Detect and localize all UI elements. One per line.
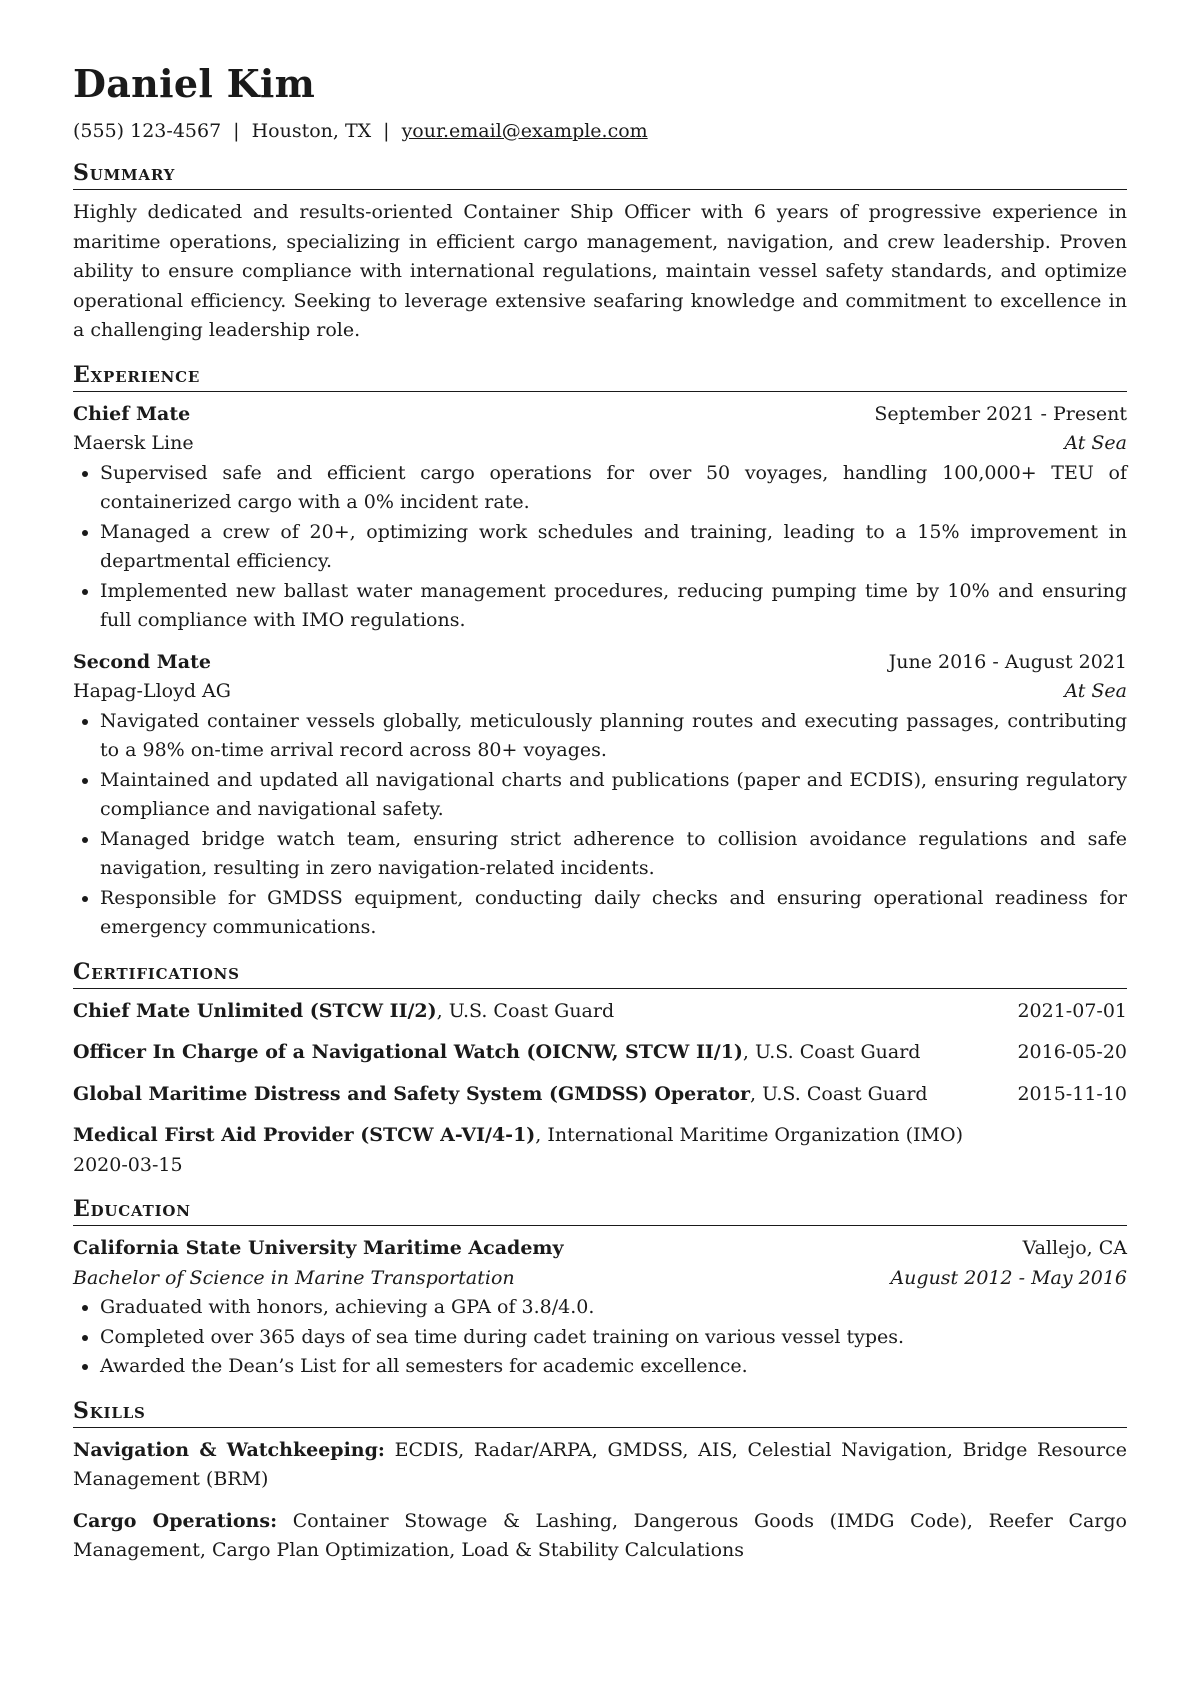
job-location: At Sea	[1064, 680, 1127, 702]
skill-group	[73, 1436, 1127, 1495]
list-item: • Managed bridge watch team, ensuring strict adherence to collision avoidance regulations and safe navigation, resulting in zero navigation-related incidents.	[100, 825, 1127, 884]
skill-group-label: Navigation & Watchkeeping:	[73, 1438, 385, 1461]
certification-item	[73, 1038, 1127, 1068]
cert-date: 2021-07-01	[1017, 999, 1127, 1022]
education-dates: August 2012 - May 2016	[890, 1266, 1127, 1289]
phone-number: (555) 123-4567	[73, 120, 222, 142]
education-subheader	[73, 1264, 1127, 1294]
section-title-skills: Skills	[73, 1398, 1127, 1428]
cert-issuer: , U.S. Coast Guard	[750, 1082, 928, 1105]
skills-section	[73, 1398, 1127, 1566]
company-name: Hapag-Lloyd AG	[73, 680, 231, 702]
cert-issuer: , International Maritime Organization (IMO)	[535, 1124, 964, 1146]
cert-name: Medical First Aid Provider (STCW A-VI/4-1)	[73, 1124, 536, 1146]
school-name: California State University Maritime Academy	[73, 1237, 564, 1259]
job-entry	[73, 648, 1127, 943]
job-title: Second Mate	[73, 650, 211, 673]
list-item: • Managed a crew of 20+, optimizing work schedules and training, leading to a 15% improvement in departmental efficiency.	[100, 518, 1127, 577]
school-location: Vallejo, CA	[1022, 1237, 1127, 1259]
job-dates: June 2016 - August 2021	[888, 650, 1127, 673]
skill-group-text: ECDIS, Radar/ARPA, GMDSS, AIS, Celestial Navigation, Bridge Resource Management (BRM)	[73, 1438, 1127, 1490]
skill-group-text: Container Stowage & Lashing, Dangerous Goods (IMDG Code), Reefer Cargo Management, Cargo Plan Optimization, Load & Stability Calculations	[73, 1509, 1127, 1561]
cert-issuer: , U.S. Coast Guard	[436, 999, 615, 1022]
list-item: • Completed over 365 days of sea time during cadet training on various vessel types.	[100, 1323, 1127, 1353]
summary-section	[73, 160, 1127, 346]
list-item: • Navigated container vessels globally, meticulously planning routes and executing passages, contributing to a 98% on-time arrival record across 80+ voyages.	[100, 707, 1127, 766]
job-dates: September 2021 - Present	[874, 402, 1127, 425]
education-header	[73, 1234, 1127, 1264]
cert-date: 2016-05-20	[1017, 1041, 1127, 1063]
skill-group-label: Cargo Operations:	[73, 1509, 278, 1532]
list-item: • Awarded the Dean’s List for all semesters for academic excellence.	[100, 1352, 1127, 1382]
list-item: • Supervised safe and efficient cargo operations for over 50 voyages, handling 100,000+ TEU of containerized cargo with a 0% incident rate.	[100, 459, 1127, 518]
cert-name: Officer In Charge of a Navigational Watch (OICNW, STCW II/1)	[73, 1041, 743, 1063]
cert-name: Chief Mate Unlimited (STCW II/2)	[73, 999, 437, 1022]
summary-text: Highly dedicated and results-oriented Container Ship Officer with 6 years of progressive experience in maritime operations, specializing in efficient cargo management, navigation, and crew leadership. Proven ability to ensure compliance with international regulations, maintain vessel safety standards, and optimize operational efficiency. Seeking to leverage extensive seafaring knowledge and commitment to excellence in a challenging leadership role.	[73, 201, 1127, 341]
certification-item	[73, 1121, 1127, 1180]
contact-line	[73, 118, 1127, 144]
certification-item	[73, 1080, 1127, 1110]
cert-date: 2015-11-10	[1017, 1082, 1127, 1105]
section-title-education: Education	[73, 1196, 1127, 1226]
certification-item	[73, 997, 1127, 1027]
job-header	[73, 648, 1127, 678]
list-item: • Responsible for GMDSS equipment, conducting daily checks and ensuring operational readiness for emergency communications.	[100, 884, 1127, 943]
list-item: • Graduated with honors, achieving a GPA of 3.8/4.0.	[100, 1293, 1127, 1323]
job-subheader	[73, 677, 1127, 707]
job-bullets	[73, 459, 1127, 636]
experience-section	[73, 362, 1127, 943]
section-title-certifications: Certifications	[73, 959, 1127, 989]
job-title: Chief Mate	[73, 402, 191, 425]
contact-separator: |	[383, 120, 390, 142]
degree-name: Bachelor of Science in Marine Transportation	[73, 1266, 515, 1289]
section-title-experience: Experience	[73, 362, 1127, 392]
job-subheader	[73, 429, 1127, 459]
list-item: • Maintained and updated all navigational charts and publications (paper and ECDIS), ensuring regulatory compliance and navigational safety.	[100, 766, 1127, 825]
job-header	[73, 400, 1127, 430]
contact-separator: |	[233, 120, 240, 142]
location: Houston, TX	[251, 120, 372, 142]
email-link[interactable]: your.email@example.com	[401, 120, 648, 142]
education-section	[73, 1196, 1127, 1382]
cert-issuer: , U.S. Coast Guard	[742, 1041, 921, 1063]
candidate-name: Daniel Kim	[73, 61, 316, 106]
section-title-summary: Summary	[73, 160, 1127, 190]
list-item: • Implemented new ballast water management procedures, reducing pumping time by 10% and ensuring full compliance with IMO regulations.	[100, 577, 1127, 636]
job-entry	[73, 400, 1127, 636]
education-bullets	[73, 1293, 1127, 1382]
job-location: At Sea	[1064, 432, 1127, 454]
job-bullets	[73, 707, 1127, 943]
cert-name: Global Maritime Distress and Safety System (GMDSS) Operator	[73, 1082, 751, 1105]
cert-date: 2020-03-15	[73, 1153, 183, 1176]
company-name: Maersk Line	[73, 432, 194, 454]
skill-group	[73, 1507, 1127, 1566]
certifications-section	[73, 959, 1127, 1181]
